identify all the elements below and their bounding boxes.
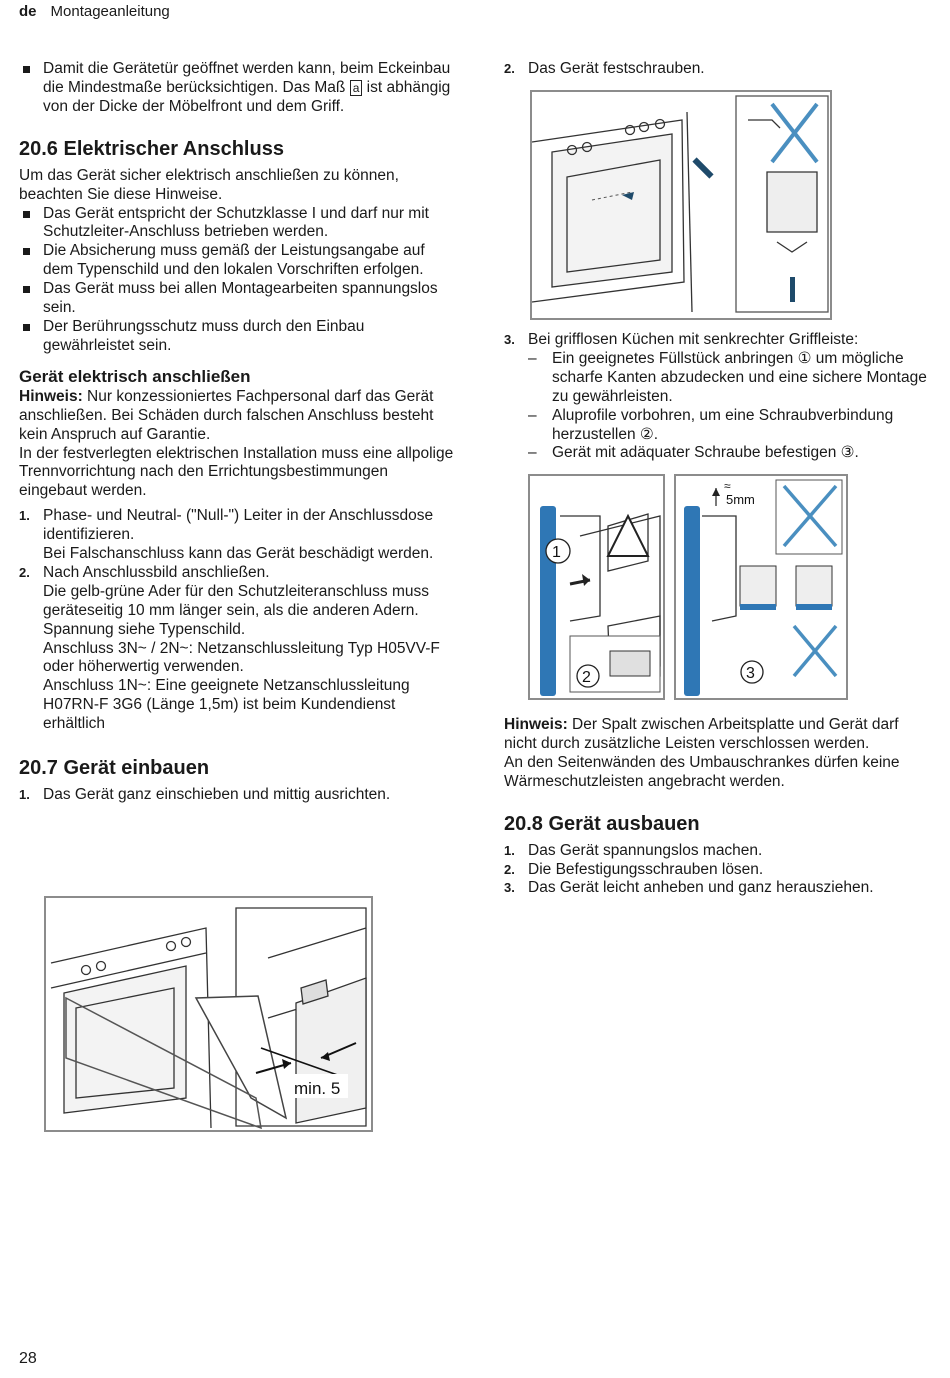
- intro-bullet-list: [19, 60, 459, 117]
- step-item: 1. Phase- und Neutral- ("Null-") Leiter in der Anschlussdose identifizieren. Bei Falschanschluss kann das Gerät beschädigt werden.: [19, 507, 434, 563]
- grip-dash-list: [528, 350, 934, 463]
- list-item: – Gerät mit adäquater Schraube befestigen ③.: [528, 444, 934, 463]
- right-column: [504, 60, 934, 79]
- list-item: – Ein geeignetes Füllstück anbringen ① um mögliche scharfe Kanten abzudecken und eine sichere Montage zu gewährleisten.: [528, 350, 934, 407]
- language-code: de: [19, 3, 37, 20]
- grip-strip-instructions: [504, 331, 934, 463]
- install-paragraph: In der festverlegten elektrischen Installation muss eine allpolige Trennvorrichtung nach den Errichtungsbestimmungen eingebaut werden.: [19, 444, 454, 500]
- note-paragraph: Hinweis: Der Spalt zwischen Arbeitsplatte und Gerät darf nicht durch zusätzliche Leisten verschlossen werden.: [504, 716, 899, 752]
- safety-bullet-list: [19, 205, 459, 356]
- list-item: Das Gerät muss bei allen Montagearbeiten spannungslos sein.: [19, 280, 459, 318]
- insert-appliance-figure: [44, 896, 373, 1132]
- screw-profile-figure: [674, 474, 848, 700]
- oven-insert-illustration: [46, 898, 371, 1130]
- page-number: 28: [19, 1350, 37, 1367]
- marker-three: 3: [746, 665, 755, 682]
- left-column: [19, 60, 459, 805]
- filler-piece-figure: [528, 474, 665, 700]
- step-item: 2. Die Befestigungsschrauben lösen.: [504, 860, 764, 878]
- screw-appliance-figure: [530, 90, 832, 320]
- right-notes: [504, 716, 934, 898]
- min-gap-label: min. 5: [294, 1079, 341, 1098]
- step-item: 2. Das Gerät festschrauben.: [504, 60, 705, 77]
- step-number: 2.: [19, 564, 30, 580]
- page-header: [19, 3, 170, 20]
- list-item: Damit die Gerätetür geöffnet werden kann, beim Eckeinbau die Mindestmaße berücksichtigen. Das Maß a ist abhängig von der Dicke der Möbelfront und dem Griff.: [19, 60, 459, 117]
- step-number: 2.: [504, 861, 515, 877]
- step-number: 1.: [19, 508, 30, 524]
- note-label: Hinweis:: [19, 387, 83, 405]
- note-paragraph: Hinweis: Nur konzessioniertes Fachpersonal darf das Gerät anschließen. Bei Schäden durch falschen Anschluss besteht kein Anspruch auf Garantie.: [19, 387, 434, 443]
- section-intro: Um das Gerät sicher elektrisch anschließen zu können, beachten Sie diese Hinweise.: [19, 166, 399, 203]
- grip-steps: [504, 331, 934, 350]
- connection-steps: [19, 507, 459, 734]
- subheading: Gerät elektrisch anschließen: [19, 366, 251, 386]
- note-paragraph-2: An den Seitenwänden des Umbauschrankes dürfen keine Wärmeschutzleisten angebracht werden.: [504, 753, 900, 790]
- step-number: 1.: [504, 842, 515, 858]
- step-number: 3.: [504, 332, 515, 347]
- step-item: 1. Das Gerät ganz einschieben und mittig ausrichten.: [19, 786, 391, 804]
- step-number: 2.: [504, 61, 515, 76]
- step-item: 2. Nach Anschlussbild anschließen. Die gelb-grüne Ader für den Schutzleiteranschluss muss geräteseitig 10 mm länger sein, als die anderen Adern. Spannung siehe Typenschild. Anschluss 3N~ / 2N~: Netzanschlussleitung Typ H05VV-F oder höherwertig verwenden. Anschluss 1N~: Eine geeignete Netzanschlussleitung H07RN-F 3G6 (Länge 1,5m) ist beim Kundendienst erhältlich: [19, 563, 440, 733]
- step-item: 3. Bei grifflosen Küchen mit senkrechter Griffleiste:: [504, 331, 859, 348]
- removal-steps: [504, 842, 934, 899]
- list-item: – Aluprofile vorbohren, um eine Schraubverbindung herzustellen ②.: [528, 407, 934, 445]
- profile-illustration: [676, 476, 846, 698]
- gap-label: 5mm: [726, 492, 755, 507]
- step-number: 1.: [19, 787, 30, 803]
- marker-two: 2: [582, 669, 591, 686]
- filler-illustration: [530, 476, 663, 698]
- list-item: Der Berührungsschutz muss durch den Einbau gewährleistet sein.: [19, 318, 459, 356]
- list-item: Die Absicherung muss gemäß der Leistungsangabe auf dem Typenschild und den lokalen Vorschriften erfolgen.: [19, 242, 459, 280]
- fasten-steps: [504, 60, 934, 79]
- list-item: Das Gerät entspricht der Schutzklasse I und darf nur mit Schutzleiter-Anschluss betrieben werden.: [19, 205, 459, 243]
- screw-illustration: [532, 92, 830, 318]
- approx-symbol: ≈: [724, 479, 731, 493]
- step-item: 1. Das Gerät spannungslos machen.: [504, 841, 763, 859]
- section-heading-20-8: 20.8 Gerät ausbauen: [504, 812, 700, 835]
- section-heading-20-6: 20.6 Elektrischer Anschluss: [19, 137, 284, 160]
- step-number: 3.: [504, 880, 515, 896]
- marker-one: 1: [552, 544, 561, 561]
- install-steps: [19, 786, 459, 805]
- header-title: Montageanleitung: [50, 3, 170, 20]
- section-heading-20-7: 20.7 Gerät einbauen: [19, 757, 210, 780]
- step-item: 3. Das Gerät leicht anheben und ganz herausziehen.: [504, 879, 874, 897]
- note-label: Hinweis:: [504, 716, 568, 733]
- dimension-mark: a: [350, 80, 363, 96]
